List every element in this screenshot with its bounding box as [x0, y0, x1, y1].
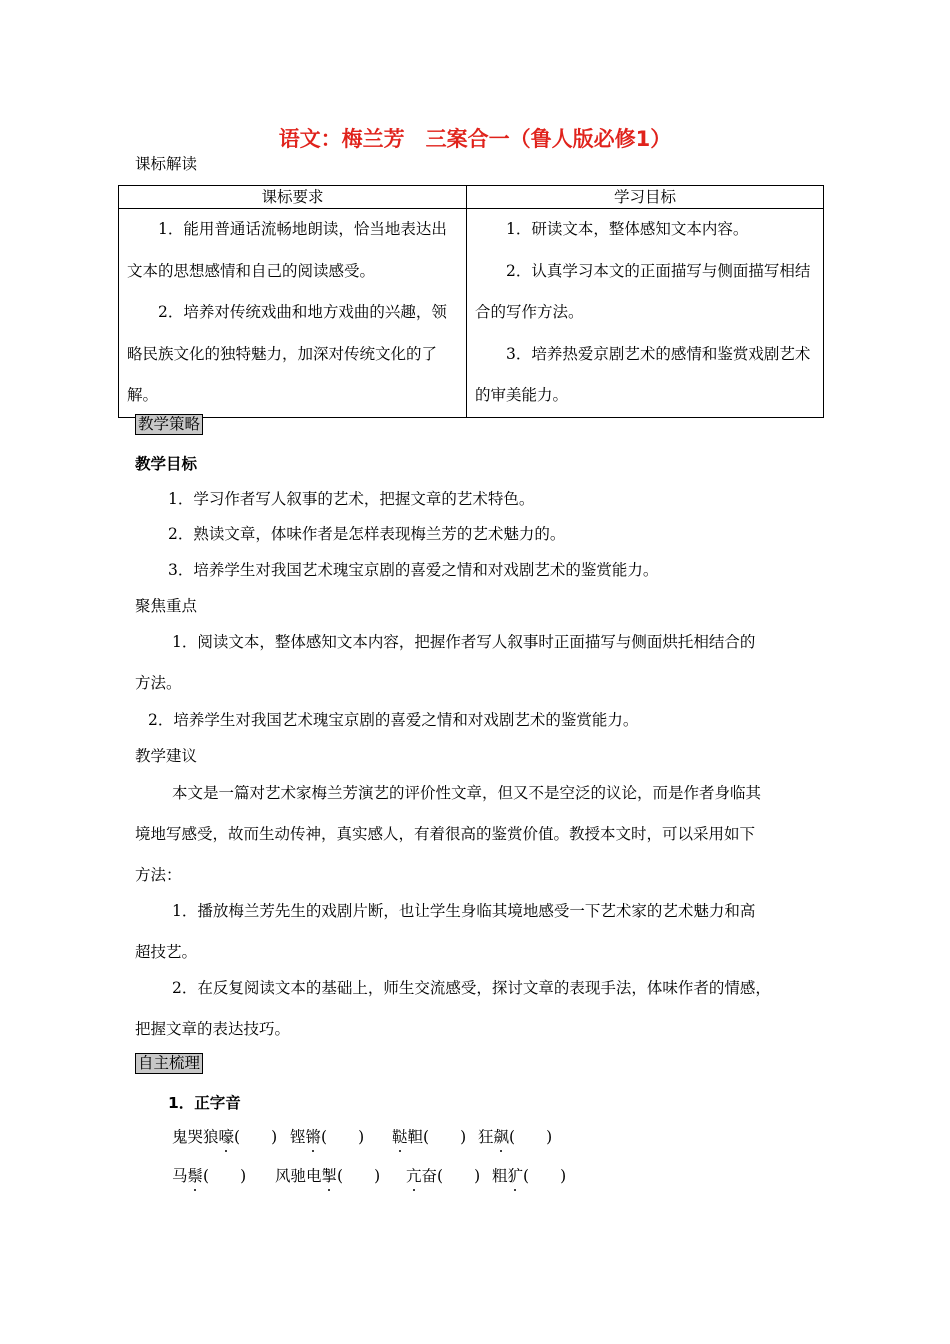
zhengziyin-heading: 1．正字音: [168, 1094, 241, 1112]
focus-item-1-cont: 方法。: [135, 674, 182, 692]
pronunciation-word: 鬼哭狼嚎( ): [172, 1128, 278, 1146]
method-item-2: 2．在反复阅读文本的基础上，师生交流感受，探讨文章的表现手法，体味作者的情感，: [172, 979, 771, 997]
focus-item-1: 1．阅读文本，整体感知文本内容，把握作者写人叙事时正面描写与侧面烘托相结合的: [172, 633, 756, 651]
pronunciation-word: 铿锵( ): [290, 1128, 365, 1146]
method-item-2-cont: 把握文章的表达技巧。: [135, 1020, 291, 1038]
method-item-1: 1．播放梅兰芳先生的戏剧片断，也让学生身临其境地感受一下艺术家的艺术魅力和高: [172, 902, 756, 920]
objective-item: 2．认真学习本文的正面描写与侧面描写相结合的写作方法。: [475, 261, 811, 321]
table-header-objectives: 学习目标: [467, 186, 824, 209]
pronunciation-word: 鞑靼( ): [392, 1128, 467, 1146]
goal-item: 2．熟读文章，体味作者是怎样表现梅兰芳的艺术魅力的。: [168, 525, 566, 543]
objective-item: 1．研读文本，整体感知文本内容。: [506, 220, 749, 238]
goal-item: 3．培养学生对我国艺术瑰宝京剧的喜爱之情和对戏剧艺术的鉴赏能力。: [168, 561, 659, 579]
pronunciation-word: 狂飙( ): [478, 1128, 553, 1146]
requirement-item: 1．能用普通话流畅地朗读，恰当地表达出文本的思想感情和自己的阅读感受。: [127, 220, 447, 280]
advice-paragraph-cont: 方法：: [135, 866, 182, 884]
goals-heading: 教学目标: [135, 455, 198, 473]
section-kebiao-heading: 课标解读: [135, 155, 198, 173]
pronunciation-word: 粗犷( ): [492, 1167, 567, 1185]
table-header-requirements: 课标要求: [119, 186, 467, 209]
pronunciation-word: 亢奋( ): [406, 1167, 481, 1185]
objectives-cell: [467, 209, 824, 418]
advice-heading: 教学建议: [135, 747, 198, 765]
method-item-1-cont: 超技艺。: [135, 943, 198, 961]
pronunciation-word: 风驰电掣( ): [275, 1167, 381, 1185]
goal-item: 1．学习作者写人叙事的艺术，把握文章的艺术特色。: [168, 490, 535, 508]
section-tag-strategy: 教学策略: [135, 414, 203, 435]
requirement-item: 2．培养对传统戏曲和地方戏曲的兴趣，领略民族文化的独特魅力，加深对传统文化的了解。: [127, 303, 447, 404]
focus-heading: 聚焦重点: [135, 597, 198, 615]
objective-item: 3．培养热爱京剧艺术的感情和鉴赏戏剧艺术的审美能力。: [475, 344, 811, 404]
section-tag-self-study: 自主梳理: [135, 1053, 203, 1074]
advice-paragraph-cont: 境地写感受，故而生动传神，真实感人，有着很高的鉴赏价值。教授本文时，可以采用如下: [135, 825, 756, 843]
curriculum-table: [118, 185, 824, 418]
focus-item-2: 2．培养学生对我国艺术瑰宝京剧的喜爱之情和对戏剧艺术的鉴赏能力。: [148, 711, 639, 729]
advice-paragraph: 本文是一篇对艺术家梅兰芳演艺的评价性文章，但又不是空泛的议论，而是作者身临其: [172, 784, 762, 802]
requirements-cell: [119, 209, 467, 418]
pronunciation-word: 马鬃( ): [172, 1167, 247, 1185]
page-title: 语文：梅兰芳 三案合一（鲁人版必修1）: [278, 127, 672, 151]
